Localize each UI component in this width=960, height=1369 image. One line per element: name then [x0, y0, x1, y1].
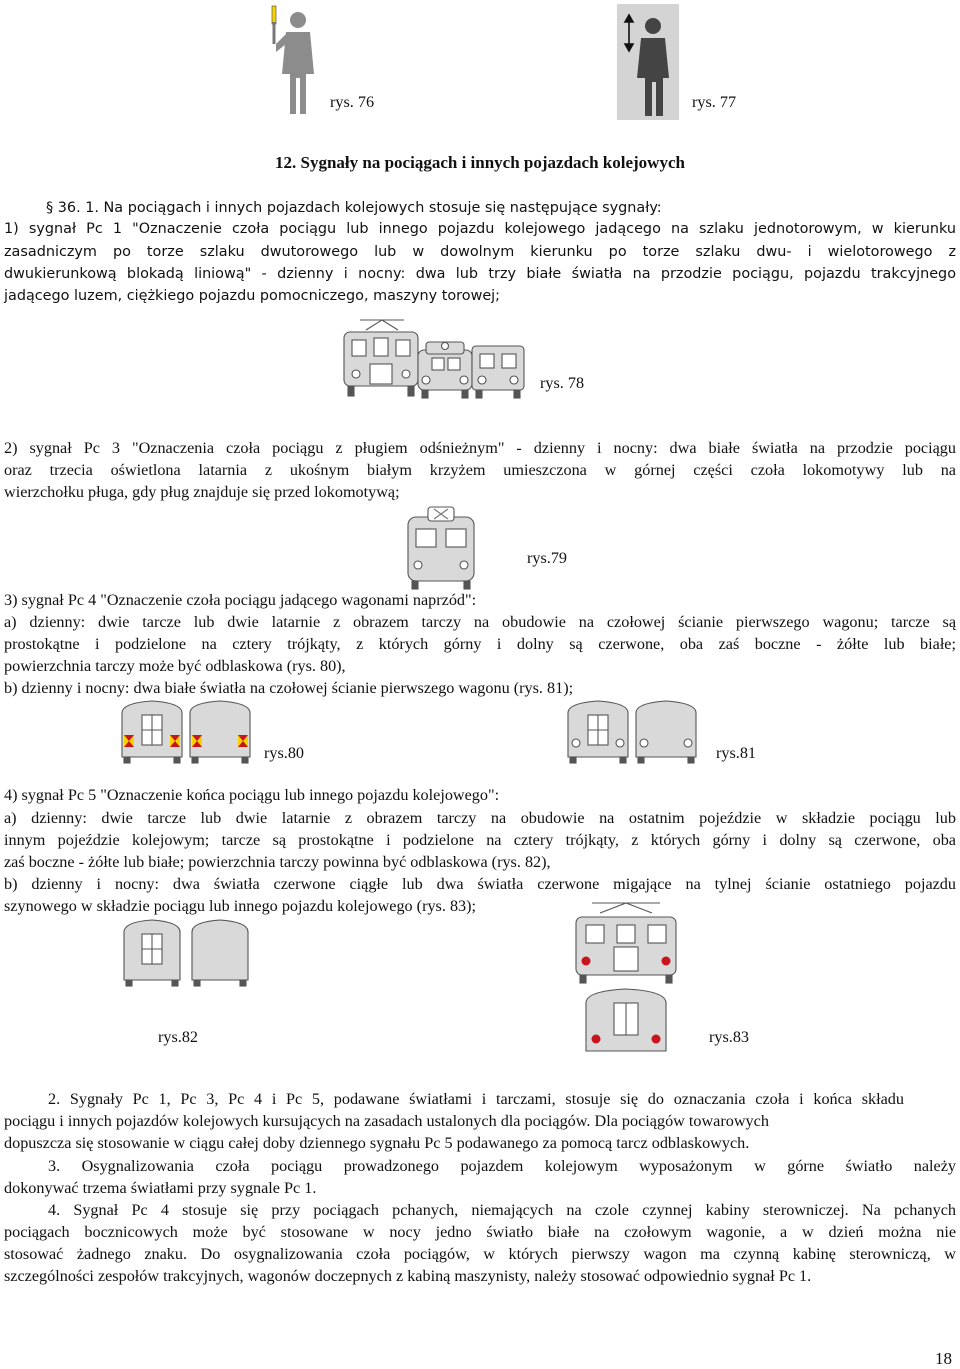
item2-line-3: wierzchołku pługa, gdy pług znajduje się przed lokomotywą; [4, 483, 400, 501]
fig80-wagons-pc4-discs [118, 699, 258, 763]
item3a-line-1: a) dzienny: dwie tarcze lub dwie latarnie z obrazem tarczy na obudowie na czołowej ścianie pierwszego wagonu; tarcze są [4, 613, 956, 631]
para-36-intro: § 36. 1. Na pociągach i innych pojazdach kolejowych stosuje się następujące sygnały: [46, 200, 662, 216]
p4-line-4: szczególności zespołów trakcyjnych, wagonów doczepnych z kabiną maszynisty, należy stosować odpowiednio sygnał Pc 1. [4, 1267, 812, 1285]
p2-line-3: dopuszcza się stosowanie w ciągu całej doby dziennego sygnału Pc 5 podawanego za pomocą tarcz odblaskowych. [4, 1134, 750, 1152]
item3b-line: b) dzienny i nocny: dwa białe światła na czołowej ścianie pierwszego wagonu (rys. 81); [4, 679, 574, 697]
item3-heading: 3) sygnał Pc 4 "Oznaczenie czoła pociągu jadącego wagonami naprzód": [4, 591, 477, 609]
item1-line-4: jadącego luzem, ciężkiego pojazdu pomocniczego, maszyny torowej; [4, 288, 501, 304]
fig78-caption: rys. 78 [540, 374, 585, 392]
item2-line-2: oraz trzecia oświetlona latarnia z ukośnym białym krzyżem umieszczona w górnej części czoła lokomotywy lub na [4, 461, 956, 479]
item1-line-1: 1) sygnał Pc 1 "Oznaczenie czoła pociągu lub innego pojazdu kolejowego jadącego na szlaku jednotorowym, w kierunku [4, 221, 956, 237]
page-number: 18 [935, 1349, 952, 1368]
fig76-caption: rys. 76 [330, 93, 375, 111]
item4b-line-1: b) dzienny i nocny: dwa światła czerwone ciągłe lub dwa światła czerwone migające na tylnej ścianie ostatniego pojazdu [4, 875, 956, 893]
fig79-loco-with-snowplough [404, 505, 478, 591]
fig80-caption: rys.80 [264, 744, 305, 762]
p4-line-2: pociągach bocznicowych może być stosowane w nocy jedno światło białe na czołowym wagonie, a w dzień można nie [4, 1223, 956, 1241]
item4a-line-3: zaś boczne - żółte lub białe; powierzchnia tarczy powinna być odblaskowa (rys. 82), [4, 853, 551, 871]
p2-line-2: pociągu i innych pojazdów kolejowych kursujących na zasadach ustalonych dla pociągów. Dla pociągów towarowych [4, 1112, 769, 1130]
p3-line-2: dokonywać trzema światłami przy sygnale Pc 1. [4, 1179, 317, 1197]
fig77-caption: rys. 77 [692, 93, 737, 111]
fig83-tail-red-lights [556, 903, 696, 1053]
item3a-line-2: prostokątne i podzielone na cztery trójkąty, z których górny i dolny są czerwone, oba zaś boczne - żółte lub białe; [4, 635, 956, 653]
fig82-caption: rys.82 [158, 1028, 199, 1046]
item1-line-2: zasadniczym po torze szlaku dwutorowego lub w dowolnym kierunku po torze szlaku dwu- i wielotorowego z [4, 244, 956, 260]
p2-line-1: 2. Sygnały Pc 1, Pc 3, Pc 4 i Pc 5, podawane światłami i tarczami, stosuje się do oznaczania czoła i końca składu [48, 1090, 904, 1108]
item4a-line-2: innym pojeździe kolejowym; tarcze są prostokątne i podzielone na cztery trójkąty, z których górny i dolny są czerwone, oba [4, 831, 956, 849]
p4-line-3: stosować żadnego znaku. Do osygnalizowania czoła pociągów, w których pierwszy wagon ma czynną kabinę sterowniczą, w [4, 1245, 956, 1263]
fig78-locomotives-pc1 [340, 318, 530, 400]
item2-line-1: 2) sygnał Pc 3 "Oznaczenia czoła pociągu z pługiem odśnieżnym" - dzienny i nocny: dwa białe światła na przodzie pociągu [4, 439, 956, 457]
fig82-tail-wagons-discs [120, 918, 256, 988]
fig79-caption: rys.79 [527, 549, 568, 567]
p3-line-1: 3. Osygnalizowania czoła pociągu prowadzonego pojazdem kolejowym wyposażonym w górne światło należy [48, 1157, 956, 1175]
section-title: 12. Sygnały na pociągach i innych pojazdach kolejowych [275, 153, 685, 172]
item4a-line-1: a) dzienny: dwie tarcze lub dwie latarnie z obrazem tarczy na obudowie na ostatnim pojeździe w składzie pociągu lub [4, 809, 956, 827]
fig81-caption: rys.81 [716, 744, 757, 762]
item4-heading: 4) sygnał Pc 5 "Oznaczenie końca pociągu lub innego pojazdu kolejowego": [4, 786, 500, 804]
item1-line-3: dwukierunkową blokadą liniową" - dzienny i nocny: dwa lub trzy białe światła na przodzie pociągu, pojazdu trakcyjnego [4, 266, 956, 282]
fig76-signalman-with-flag [262, 4, 332, 116]
fig83-caption: rys.83 [709, 1028, 750, 1046]
item3a-line-3: powierzchnia tarczy może być odblaskowa (rys. 80), [4, 657, 346, 675]
fig77-signalman-arm-signal [617, 4, 679, 120]
fig81-wagons-white-lights [564, 699, 704, 763]
item4b-line-2: szynowego w składzie pociągu lub innego pojazdu kolejowego (rys. 83); [4, 897, 477, 915]
p4-line-1: 4. Sygnał Pc 4 stosuje się przy pociągach pchanych, niemających na czole czynnej kabiny sterowniczej. Na pchanych [48, 1201, 956, 1219]
